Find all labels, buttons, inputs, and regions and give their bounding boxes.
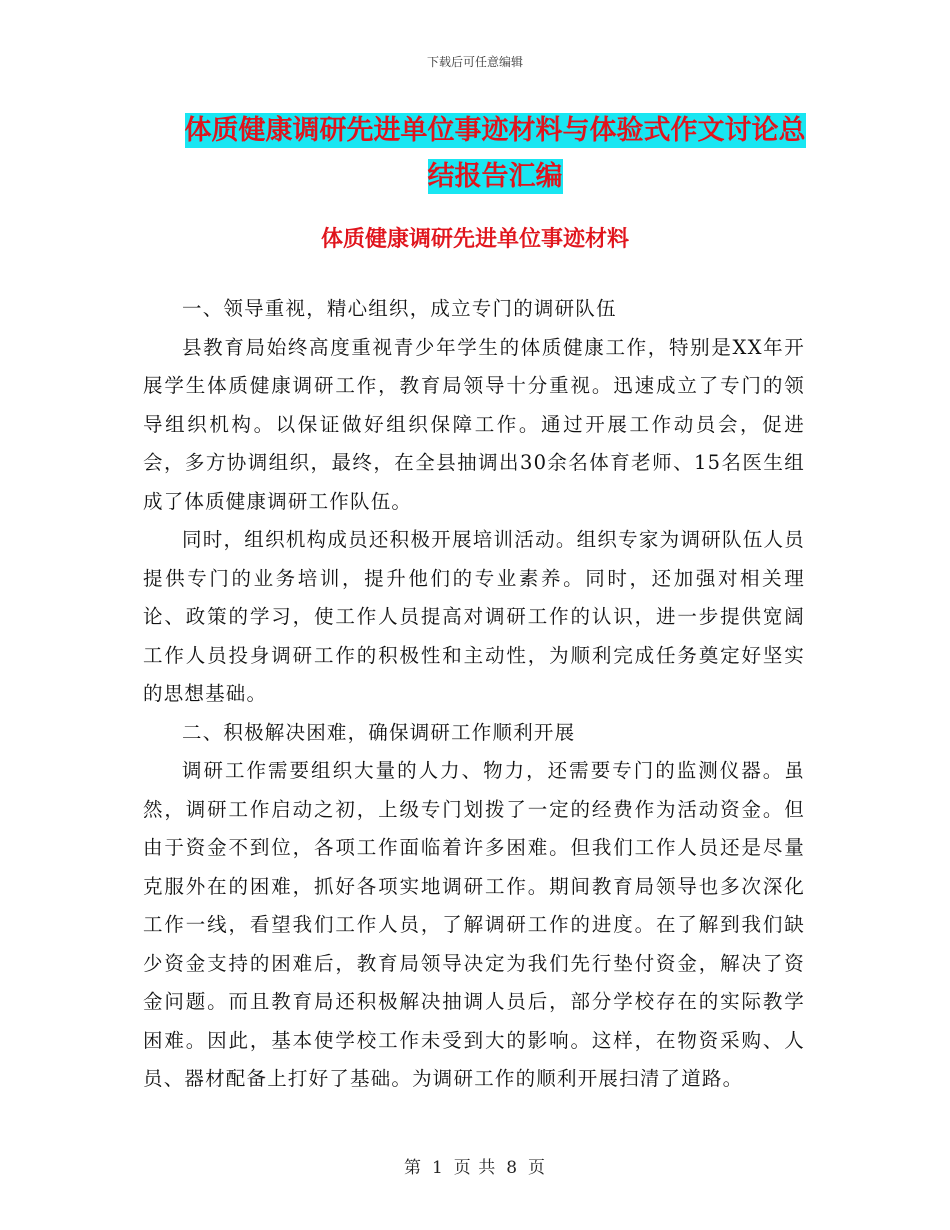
page-footer (0, 1153, 950, 1178)
footer-suffix: 页 (528, 1158, 547, 1178)
paragraph: 调研工作需要组织大量的人力、物力，还需要专门的监测仪器。虽然，调研工作启动之初，上级专门划拨了一定的经费作为活动资金。但由于资金不到位，各项工作面临着许多困难。但我们工作人员还是尽量克服外在的困难，抓好各项实地调研工作。期间教育局领导也多次深化工作一线，看望我们工作人员，了解调研工作的进度。在了解到我们缺少资金支持的困难后，教育局领导决定为我们先行垫付资金，解决了资金问题。而且教育局还积极解决抽调人员后，部分学校存在的实际教学困难。因此，基本使学校工作未受到大的影响。这样，在物资采购、人员、器材配备上打好了基础。为调研工作的顺利开展扫清了道路。 (143, 759, 805, 1090)
title-line-2: 结报告汇编 (427, 161, 563, 192)
title-line-1: 体质健康调研先进单位事迹材料与体验式作文讨论总 (184, 115, 806, 146)
footer-prefix: 第 (403, 1158, 422, 1178)
section-title: 体质健康调研先进单位事迹材料 (320, 226, 629, 252)
document-title (145, 108, 845, 200)
document-body (143, 290, 805, 1099)
paragraph: 县教育局始终高度重视青少年学生的体质健康工作，特别是XX年开展学生体质健康调研工作，教育局领导十分重视。迅速成立了专门的领导组织机构。以保证做好组织保障工作。通过开展工作动员会，促进会，多方协调组织，最终，在全县抽调出30余名体育老师、15名医生组成了体质健康调研工作队伍。 (143, 335, 805, 513)
heading-2: 二、积极解决困难，确保调研工作顺利开展 (182, 720, 576, 744)
footer-middle: 页 共 (453, 1158, 497, 1178)
paragraph: 同时，组织机构成员还积极开展培训活动。组织专家为调研队伍人员提供专门的业务培训，提升他们的专业素养。同时，还加强对相关理论、政策的学习，使工作人员提高对调研工作的认识，进一步提供宽阔工作人员投身调研工作的积极性和主动性，为顺利完成任务奠定好坚实的思想基础。 (143, 528, 805, 705)
total-pages: 8 (506, 1158, 519, 1178)
header-note: 下载后可任意编辑 (426, 55, 523, 69)
page-number: 1 (431, 1158, 444, 1178)
heading-1: 一、领导重视，精心组织，成立专门的调研队伍 (182, 297, 617, 320)
